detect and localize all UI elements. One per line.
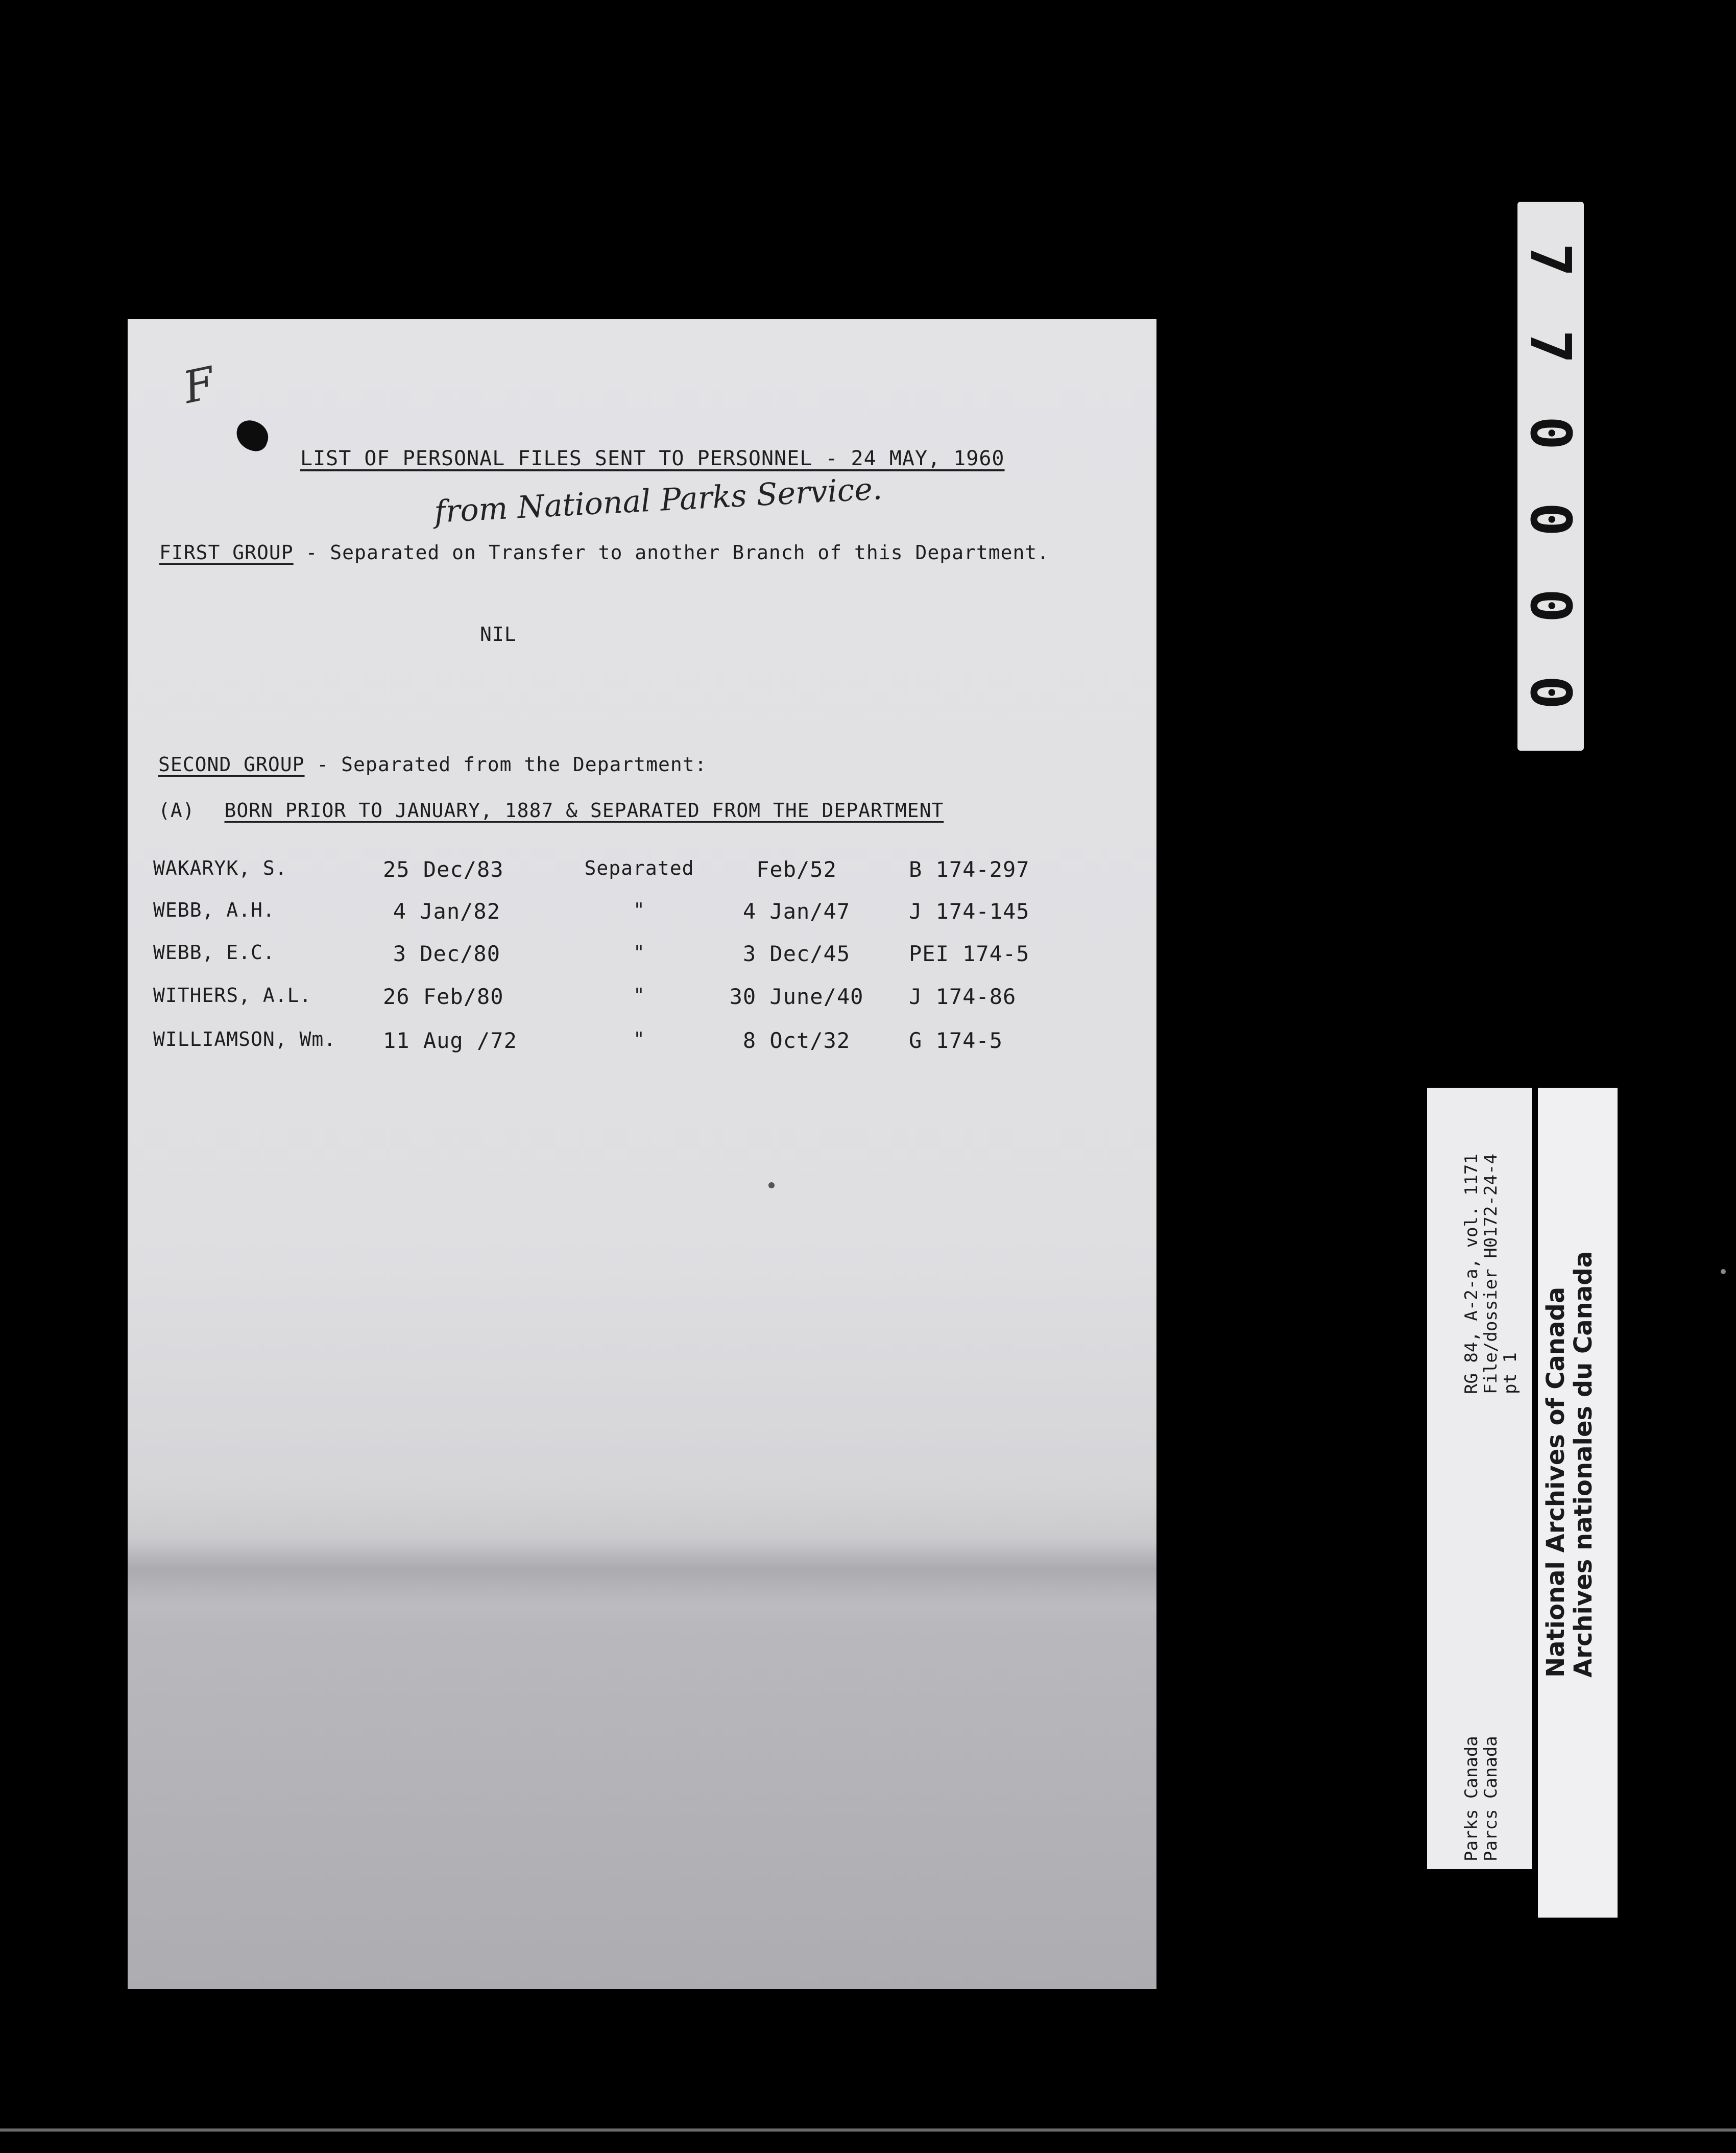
row-status: Separated (584, 857, 694, 879)
row-status: " (633, 984, 645, 1007)
part-line: pt 1 (1500, 1352, 1521, 1394)
frame-number-strip (1517, 202, 1584, 751)
scan-edge-line (0, 2128, 1736, 2132)
row-date: Feb/52 (756, 857, 837, 882)
document-title: LIST OF PERSONAL FILES SENT TO PERSONNEL - 24 MAY, 1960 (300, 447, 1005, 470)
row-name: WILLIAMSON, Wm. (153, 1028, 336, 1050)
parks-en: Parks Canada (1461, 1736, 1482, 1861)
row-born: 11 Aug /72 (383, 1028, 517, 1053)
archives-fr: Archives nationales du Canada (1569, 1251, 1598, 1678)
document-page (128, 319, 1156, 1989)
row-date: 8 Oct/32 (742, 1028, 851, 1053)
row-status: " (633, 899, 645, 921)
reference-line: RG 84, A-2-a, vol. 1171 (1461, 1154, 1482, 1394)
row-file: B 174-297 (909, 857, 1030, 882)
row-status: " (633, 1028, 645, 1050)
row-name: WAKARYK, S. (153, 857, 287, 879)
table-row (153, 941, 1123, 970)
row-file: J 174-145 (909, 899, 1030, 924)
table-row (153, 984, 1123, 1013)
row-date: 30 June/40 (729, 984, 864, 1009)
section-a-marker: (A) (158, 799, 195, 822)
parks-fr: Parcs Canada (1481, 1736, 1501, 1861)
second-group-text: - Separated from the Department: (304, 753, 707, 776)
row-born: 26 Feb/80 (383, 984, 504, 1009)
archive-reference-label (1427, 1088, 1532, 1869)
speck (768, 1182, 775, 1188)
table-row (153, 857, 1123, 886)
handwritten-subtitle: from National Parks Service. (433, 471, 883, 530)
frame-digit: 0 (1517, 675, 1583, 709)
row-status: " (633, 941, 645, 964)
frame-digit: 7 (1517, 329, 1583, 364)
archives-name-label (1538, 1088, 1618, 1918)
row-file: G 174-5 (909, 1028, 1003, 1053)
row-file: PEI 174-5 (909, 941, 1030, 966)
second-group-label: SECOND GROUP (158, 753, 305, 776)
row-date: 4 Jan/47 (742, 899, 851, 924)
frame-digit: 0 (1517, 503, 1583, 537)
second-group-line (158, 753, 707, 776)
section-a-heading: BORN PRIOR TO JANUARY, 1887 & SEPARATED FROM THE DEPARTMENT (224, 799, 944, 822)
row-date: 3 Dec/45 (742, 941, 851, 966)
row-name: WITHERS, A.L. (153, 984, 312, 1007)
nil-text: NIL (480, 623, 517, 645)
first-group-label: FIRST GROUP (159, 541, 294, 564)
row-born: 25 Dec/83 (383, 857, 504, 882)
frame-digit: 7 (1517, 243, 1583, 277)
row-born: 4 Jan/82 (393, 899, 500, 924)
first-group-text: - Separated on Transfer to another Branch of this Department. (293, 541, 1050, 564)
row-born: 3 Dec/80 (393, 941, 500, 966)
file-line: File/dossier H0172-24-4 (1481, 1154, 1501, 1394)
row-name: WEBB, E.C. (153, 941, 275, 964)
row-file: J 174-86 (909, 984, 1017, 1009)
row-name: WEBB, A.H. (153, 899, 275, 921)
frame-digit: 0 (1517, 589, 1583, 623)
first-group-line (159, 541, 1049, 564)
archives-en: National Archives of Canada (1541, 1286, 1570, 1678)
frame-digit: 0 (1517, 416, 1583, 450)
speck (1721, 1269, 1726, 1274)
ink-blot (232, 417, 272, 455)
handwritten-mark: F (179, 357, 220, 414)
frame-number (1517, 202, 1584, 751)
page-shadow-band (128, 1540, 1156, 1606)
table-row (153, 1028, 1123, 1057)
section-a-line (158, 799, 944, 822)
table-row (153, 899, 1123, 927)
